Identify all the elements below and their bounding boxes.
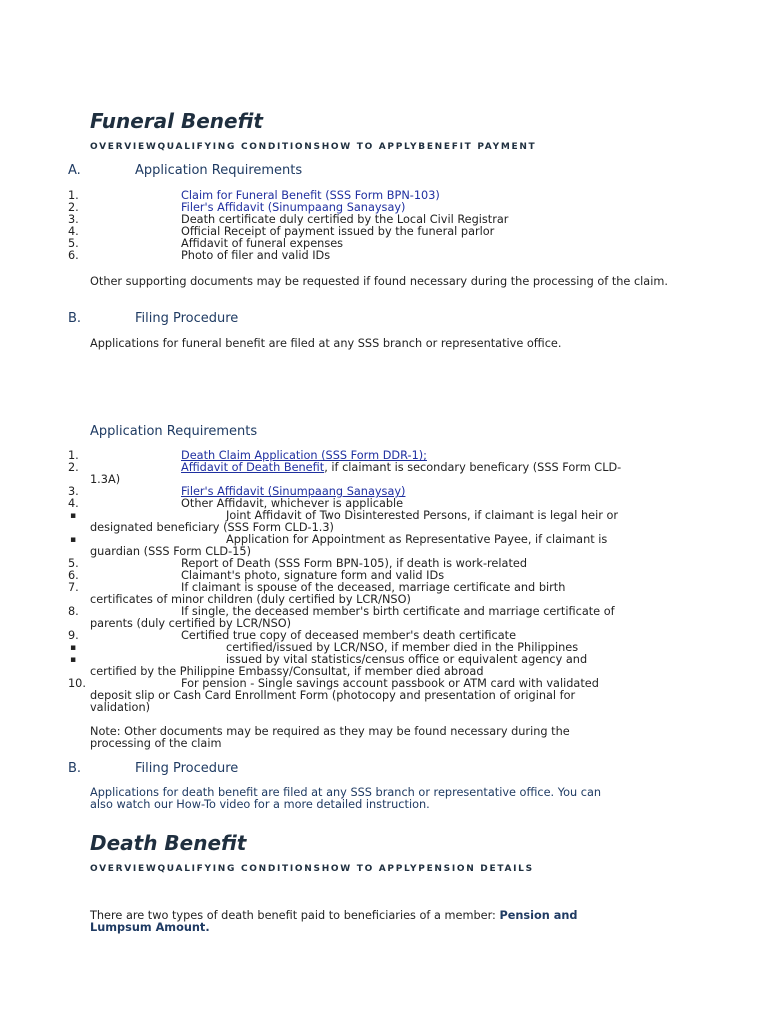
list-number: 2. xyxy=(68,461,79,474)
list-item: Death certificate duly certified by the Local Civil Registrar xyxy=(181,213,509,226)
list-number: 3. xyxy=(68,213,79,226)
list-item: If claimant is spouse of the deceased, marriage certificate and birth xyxy=(181,581,566,594)
filers-affidavit-link-2[interactable]: Filer's Affidavit (Sinumpaang Sanaysay) xyxy=(181,485,406,498)
list-number: 3. xyxy=(68,485,79,498)
sub-item: issued by vital statistics/census office or equivalent agency and xyxy=(226,653,588,666)
sub-item: Joint Affidavit of Two Disinterested Persons, if claimant is legal heir or xyxy=(226,509,618,522)
section-letter-b: B. xyxy=(68,311,82,326)
section-title-filing-procedure: Filing Procedure xyxy=(135,311,239,326)
death-intro-emphasis-continuation: Lumpsum Amount. xyxy=(90,921,210,934)
list-number: 4. xyxy=(68,225,79,238)
list-item: Claimant's photo, signature form and valid IDs xyxy=(181,569,445,582)
list-item: Official Receipt of payment issued by the funeral parlor xyxy=(181,225,495,238)
list-number: 5. xyxy=(68,237,79,250)
death-intro-emphasis: Pension and xyxy=(499,909,578,922)
sub-item: Application for Appointment as Representative Payee, if claimant is xyxy=(226,533,608,546)
death-note-continuation: processing of the claim xyxy=(90,737,222,750)
list-item xyxy=(181,462,621,474)
list-item-continuation: parents (duly certified by LCR/NSO) xyxy=(90,617,292,630)
section-title-application-requirements: Application Requirements xyxy=(135,163,303,178)
sub-item-continuation: certified by the Philippine Embassy/Consultat, if member died abroad xyxy=(90,665,484,678)
section-letter-b: B. xyxy=(68,761,82,776)
list-number: 6. xyxy=(68,569,79,582)
affidavit-death-benefit-link[interactable]: Affidavit of Death Benefit xyxy=(181,461,325,474)
list-item-continuation: 1.3A) xyxy=(90,473,121,486)
death-claim-form-link[interactable]: Death Claim Application (SSS Form DDR-1); xyxy=(181,449,427,462)
funeral-filing-text: Applications for funeral benefit are filed at any SSS branch or representative office. xyxy=(90,337,562,350)
death-intro-text: There are two types of death benefit paid to beneficiaries of a member: xyxy=(90,909,496,922)
death-application-requirements-title: Application Requirements xyxy=(90,424,258,439)
list-item-text: , if claimant is secondary beneficary (SSS Form CLD- xyxy=(324,461,622,474)
sub-item-continuation: designated beneficiary (SSS Form CLD-1.3) xyxy=(90,521,334,534)
section-title-filing-procedure: Filing Procedure xyxy=(135,761,239,776)
list-number: 9. xyxy=(68,629,79,642)
sub-item-continuation: guardian (SSS Form CLD-15) xyxy=(90,545,251,558)
bullet-icon: ▪ xyxy=(70,643,77,653)
list-item-continuation: certificates of minor children (duly certified by LCR/NSO) xyxy=(90,593,411,606)
bullet-icon: ▪ xyxy=(70,655,77,665)
list-item-continuation: deposit slip or Cash Card Enrollment Form (photocopy and presentation of original for xyxy=(90,689,576,702)
list-item: Report of Death (SSS Form BPN-105), if death is work-related xyxy=(181,557,527,570)
list-item: Other Affidavit, whichever is applicable xyxy=(181,497,404,510)
death-tabs[interactable]: OVERVIEWQUALIFYING CONDITIONSHOW TO APPLYPENSION DETAILS xyxy=(90,864,534,874)
list-number: 6. xyxy=(68,249,79,262)
list-number: 1. xyxy=(68,449,79,462)
bullet-icon: ▪ xyxy=(70,511,77,521)
section-letter-a: A. xyxy=(68,163,81,178)
filers-affidavit-link[interactable]: Filer's Affidavit (Sinumpaang Sanaysay) xyxy=(181,201,406,214)
bullet-icon: ▪ xyxy=(70,535,77,545)
list-item: If single, the deceased member's birth certificate and marriage certificate of xyxy=(181,605,615,618)
death-filing-text-continuation: also watch our How-To video for a more detailed instruction. xyxy=(90,798,430,811)
list-number: 7. xyxy=(68,581,79,594)
list-item: Photo of filer and valid IDs xyxy=(181,249,331,262)
list-number: 2. xyxy=(68,201,79,214)
funeral-benefit-title: Funeral Benefit xyxy=(90,109,263,133)
death-filing-text: Applications for death benefit are filed at any SSS branch or representative office. You can xyxy=(90,786,602,799)
list-number: 8. xyxy=(68,605,79,618)
list-number: 4. xyxy=(68,497,79,510)
list-item: Certified true copy of deceased member's death certificate xyxy=(181,629,517,642)
funeral-form-link[interactable]: Claim for Funeral Benefit (SSS Form BPN-103) xyxy=(181,189,440,202)
list-number: 1. xyxy=(68,189,79,202)
death-benefit-title: Death Benefit xyxy=(90,831,247,855)
list-item-continuation: validation) xyxy=(90,701,151,714)
sub-item: certified/issued by LCR/NSO, if member died in the Philippines xyxy=(226,641,579,654)
funeral-tabs[interactable]: OVERVIEWQUALIFYING CONDITIONSHOW TO APPLYBENEFIT PAYMENT xyxy=(90,142,537,152)
list-item: For pension - Single savings account passbook or ATM card with validated xyxy=(181,677,599,690)
list-item: Affidavit of funeral expenses xyxy=(181,237,344,250)
list-number: 10. xyxy=(68,677,86,690)
death-note: Note: Other documents may be required as they may be found necessary during the xyxy=(90,725,570,738)
funeral-supporting-note: Other supporting documents may be requested if found necessary during the processing of the claim. xyxy=(90,275,668,288)
list-number: 5. xyxy=(68,557,79,570)
